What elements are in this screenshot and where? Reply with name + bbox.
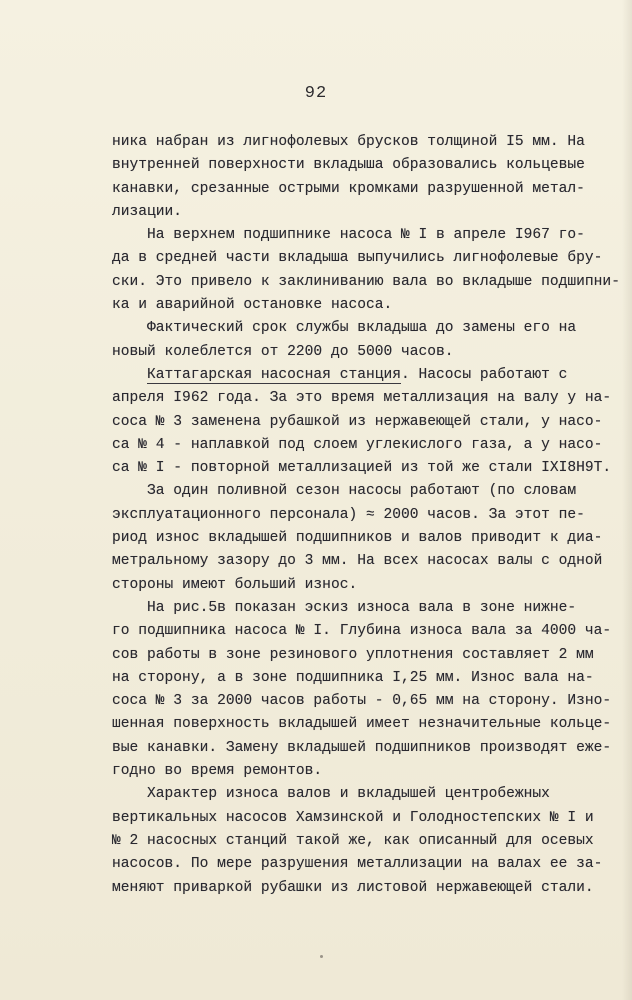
text-line: лизации.	[112, 203, 183, 220]
text-line: № 2 насосных станций такой же, как описанный для осевых	[112, 832, 594, 849]
text-line: на сторону, а в зоне подшипника I,25 мм. Износ вала на-	[112, 669, 594, 686]
section-heading-line	[112, 364, 598, 387]
text-line: Характер износа валов и вкладышей центробежных	[112, 786, 550, 803]
text-line: ка и аварийной остановке насоса.	[112, 297, 393, 314]
paper-speck	[320, 955, 323, 958]
text-line: новый колеблется от 2200 до 5000 часов.	[112, 343, 454, 360]
text-line: са № 4 - наплавкой под слоем углекислого газа, а у насо-	[112, 436, 603, 453]
heading-indent	[112, 367, 147, 383]
text-line: За один поливной сезон насосы работают (по словам	[112, 483, 577, 500]
text-line: са № I - повторной металлизацией из той же стали IXI8Н9Т.	[112, 460, 612, 477]
text-line: соса № 3 за 2000 часов работы - 0,65 мм на сторону. Изно-	[112, 693, 612, 710]
text-line: вертикальных насосов Хамзинской и Голодностепских № I и	[112, 809, 594, 826]
text-line: да в средней части вкладыша выпучились лигнофолевые бру-	[112, 250, 603, 267]
text-line: метральному зазору до 3 мм. На всех насосах валы с одной	[112, 553, 603, 570]
page-edge-shadow	[622, 0, 632, 1000]
text-line: апреля I962 года. За это время металлизация на валу у на-	[112, 390, 612, 407]
text-line: сов работы в зоне резинового уплотнения составляет 2 мм	[112, 646, 594, 663]
text-line: шенная поверхность вкладышей имеет незначительные кольце-	[112, 716, 612, 733]
text-line: риод износ вкладышей подшипников и валов приводит к диа-	[112, 530, 603, 547]
text-line: меняют приваркой рубашки из листовой нержавеющей стали.	[112, 879, 594, 896]
body-text	[112, 131, 620, 900]
text-line: На верхнем подшипнике насоса № I в апреле I967 го-	[112, 227, 585, 244]
heading-line-rest: . Насосы работают с	[401, 366, 568, 383]
text-line: внутренней поверхности вкладыша образовались кольцевые	[112, 157, 585, 174]
text-line: годно во время ремонтов.	[112, 763, 323, 780]
text-line: ски. Это привело к заклиниванию вала во вкладыше подшипни-	[112, 273, 620, 290]
text-line: вые канавки. Замену вкладышей подшипников производят еже-	[112, 739, 612, 756]
text-line: ника набран из лигнофолевых брусков толщиной I5 мм. На	[112, 134, 585, 150]
text-line: На рис.5в показан эскиз износа вала в зоне нижне-	[112, 599, 577, 616]
page-number: 92	[304, 84, 328, 103]
section-heading: Каттагарская насосная станция	[147, 366, 402, 383]
text-line: го подшипника насоса № I. Глубина износа вала за 4000 ча-	[112, 623, 612, 640]
text-line: Фактический срок службы вкладыша до замены его на	[112, 320, 577, 337]
text-line: эксплуатационного персонала) ≈ 2000 часов. За этот пе-	[112, 506, 585, 523]
text-line: насосов. По мере разрушения металлизации на валах ее за-	[112, 856, 603, 873]
text-line: соса № 3 заменена рубашкой из нержавеющей стали, у насо-	[112, 413, 603, 430]
text-line: канавки, срезанные острыми кромками разрушенной метал-	[112, 180, 585, 197]
text-line: стороны имеют больший износ.	[112, 576, 358, 593]
